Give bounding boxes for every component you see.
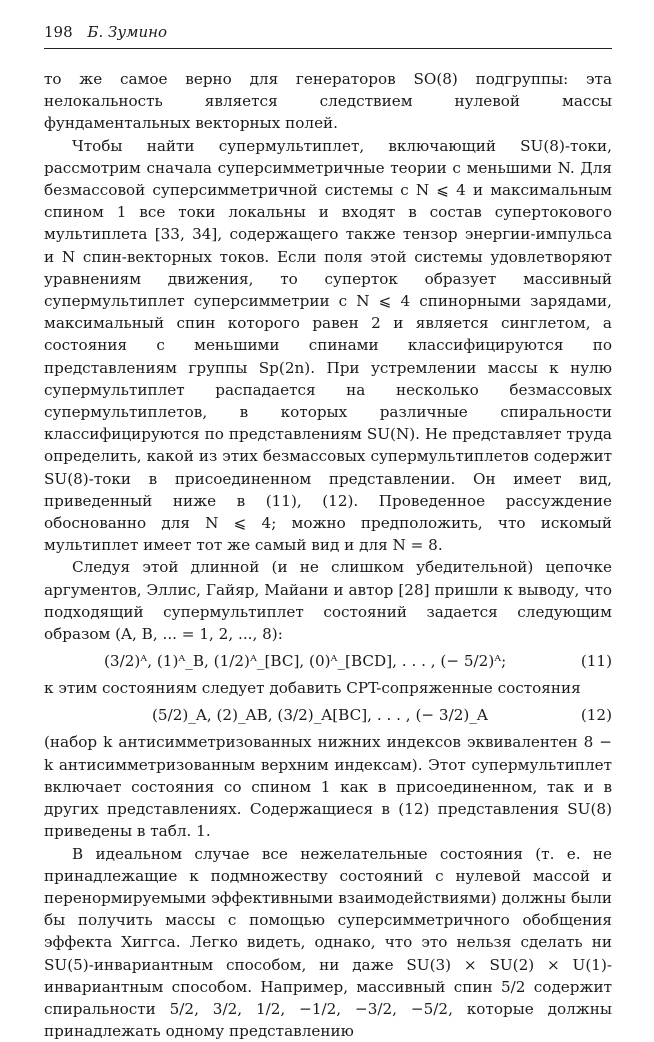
equation-11 [44, 646, 612, 676]
equation-12-expression: (5/2)_A, (2)_AB, (3/2)_A[BC], . . . , (− 3/2)_A [152, 700, 488, 730]
running-header [44, 20, 612, 49]
paragraph: Чтобы найти супермультиплет, включающий SU(8)-токи, рассмотрим сначала суперсимметричные теории с меньшими N. Для безмассовой суперсимметричной системы с N ⩽ 4 и максимальным спином 1 все токи локальны и входят в состав супертокового мультиплета [33, 34], содержащего также тензор энергии-импульса и N спин-векторных токов. Если поля этой системы удовлетворяют уравнениям движения, то суперток образует массивный супермультиплет суперсимметрии с N ⩽ 4 спинорными зарядами, максимальный спин которого равен 2 и является синглетом, а состояния с меньшими спинами классифицируются по представлениям группы Sp(2n). При устремлении массы к нулю супермультиплет распадается на несколько безмассовых супермультиплетов, в которых различные спиральности классифицируются по представлениям SU(N). Не представляет труда определить, какой из этих безмассовых супермультиплетов содержит SU(8)-токи в присоединенном представлении. Он имеет вид, приведенный ниже в (11), (12). Проведенное рассуждение обоснованно для N ⩽ 4; можно предположить, что искомый мультиплет имеет тот же самый вид и для N = 8. [44, 135, 612, 557]
page-number: 198 [44, 20, 73, 44]
paragraph: к этим состояниям следует добавить CPT-сопряженные состояния [44, 677, 612, 699]
paragraph: (набор k антисимметризованных нижних индексов эквивалентен 8 − k антисимметризованным верхним индексам). Этот супермультиплет включает состояния со спином 1 как в присоединенном, так и в других представлениях. Содержащиеся в (12) представления SU(8) приведены в табл. 1. [44, 731, 612, 842]
equation-12 [44, 700, 612, 730]
running-head-author: Б. Зумино [87, 23, 167, 41]
paragraph: В идеальном случае все нежелательные состояния (т. е. не принадлежащие к подмножеству состояний с нулевой массой и перенормируемыми эффективными взаимодействиями) должны были бы получить массы с помощью суперсимметричного обобщения эффекта Хиггса. Легко видеть, однако, что это нельзя сделать ни SU(5)-инвариантным способом, ни даже SU(3) × SU(2) × U(1)-инвариантным способом. Например, массивный спин 5/2 содержит спиральности 5/2, 3/2, 1/2, −1/2, −3/2, −5/2, которые должны принадлежать одному представлению [44, 843, 612, 1042]
equation-12-number: (12) [581, 700, 612, 730]
paragraph: то же самое верно для генераторов SO(8) подгруппы: эта нелокальность является следствием нулевой массы фундаментальных векторных полей. [44, 68, 612, 135]
paragraph: Следуя этой длинной (и не слишком убедительной) цепочке аргументов, Эллис, Гайяр, Майани и автор [28] пришли к выводу, что подходящий супермультиплет состояний задается следующим образом (A, B, ... = 1, 2, ..., 8): [44, 556, 612, 645]
page-body [44, 68, 612, 1042]
equation-11-number: (11) [581, 646, 612, 676]
equation-11-expression: (3/2)ᴬ, (1)ᴬ_B, (1/2)ᴬ_[BC], (0)ᴬ_[BCD], . . . , (− 5/2)ᴬ; [104, 646, 506, 676]
